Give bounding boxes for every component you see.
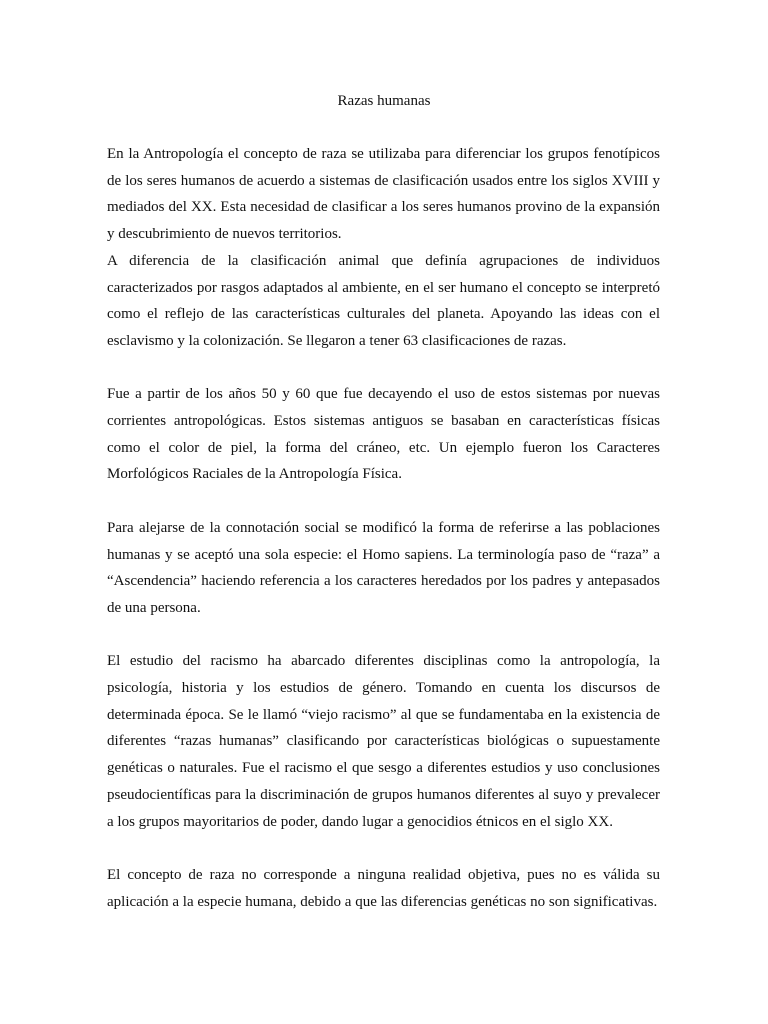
paragraph: El estudio del racismo ha abarcado diferentes disciplinas como la antropología, la psicología, historia y los estudios de género. Tomando en cuenta los discursos de determinada época. Se le llamó “viejo racismo” al que se fundamentaba en la existencia de diferentes “razas humanas” clasificando por características biológicas o supuestamente genéticas o naturales. Fue el racismo el que sesgo a diferentes estudios y uso conclusiones pseudocientíficas para la discriminación de grupos humanos diferentes al suyo y prevalecer a los grupos mayoritarios de poder, dando lugar a genocidios étnicos en el siglo XX. <box>107 653 660 830</box>
paragraph: Fue a partir de los años 50 y 60 que fue decayendo el uso de estos sistemas por nuevas corrientes antropológicas. Estos sistemas antiguos se basaban en características físicas como el color de piel, la forma del cráneo, etc. Un ejemplo fueron los Caracteres Morfológicos Raciales de la Antropología Física. <box>107 386 660 483</box>
paragraph-spacer <box>107 835 660 862</box>
paragraph: A diferencia de la clasificación animal que definía agrupaciones de individuos caracterizados por rasgos adaptados al ambiente, en el ser humano el concepto se interpretó como el reflejo de las características culturales del planeta. Apoyando las ideas con el esclavismo y la colonización. Se llegaron a tener 63 clasificaciones de razas. <box>107 252 660 349</box>
paragraph: Para alejarse de la connotación social se modificó la forma de referirse a las poblaciones humanas y se aceptó una sola especie: el Homo sapiens. La terminología paso de “raza” a “Ascendencia” haciendo referencia a los caracteres heredados por los padres y antepasados de una persona. <box>107 519 660 616</box>
paragraph: En la Antropología el concepto de raza se utilizaba para diferenciar los grupos fenotípicos de los seres humanos de acuerdo a sistemas de clasificación usados entre los siglos XVIII y mediados del XX. Esta necesidad de clasificar a los seres humanos provino de la expansión y descubrimiento de nuevos territorios. <box>107 146 660 243</box>
paragraph: El concepto de raza no corresponde a ninguna realidad objetiva, pues no es válida su aplicación a la especie humana, debido a que las diferencias genéticas no son significativas. <box>107 866 660 910</box>
document-body <box>107 141 660 915</box>
paragraph-spacer <box>107 355 660 382</box>
document-title: Razas humanas <box>337 93 431 109</box>
paragraph-spacer <box>107 488 660 515</box>
paragraph-spacer <box>107 622 660 649</box>
